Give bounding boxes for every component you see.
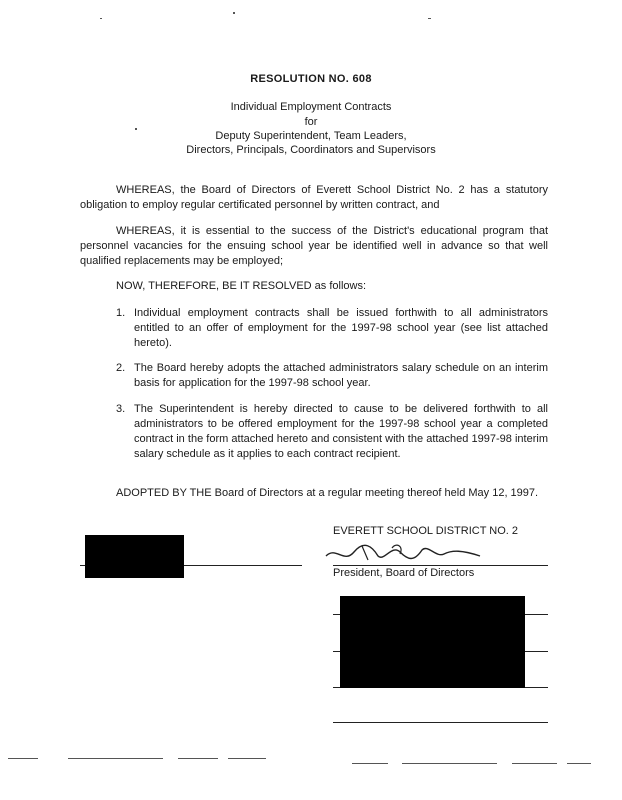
- scan-artifact-line: [68, 758, 163, 759]
- resolved-paragraph: NOW, THEREFORE, BE IT RESOLVED as follows:: [116, 280, 367, 292]
- resolution-item-3: [116, 402, 548, 462]
- whereas-paragraph-1: WHEREAS, the Board of Directors of Everett School District No. 2 has a statutory obligation to employ regular certificated personnel by written contract, and: [80, 184, 548, 211]
- whereas-paragraph-2: WHEREAS, it is essential to the success of the District's educational program that personnel vacancies for the ensuing school year be identified well in advance so that well qualified replacements may be employed;: [80, 225, 548, 267]
- president-signature-line: [333, 565, 548, 566]
- scan-speck: [100, 18, 102, 19]
- subtitle-line-1: Individual Employment Contracts: [230, 101, 392, 113]
- subtitle-line-3: Deputy Superintendent, Team Leaders,: [215, 130, 407, 142]
- resolution-title: RESOLUTION NO. 608: [250, 73, 372, 85]
- resolution-item-1: [116, 306, 548, 351]
- scan-artifact-line: [8, 758, 38, 759]
- item-text: Individual employment contracts shall be issued forthwith to all administrators entitled to an offer of employment for the 1997-98 school year (see list attached hereto).: [134, 307, 548, 349]
- president-label: President, Board of Directors: [333, 567, 475, 579]
- adopted-paragraph: ADOPTED BY THE Board of Directors at a regular meeting thereof held May 12, 1997.: [116, 487, 539, 499]
- item-number: 1.: [116, 307, 126, 319]
- scan-artifact-line: [567, 763, 591, 764]
- scan-artifact-line: [178, 758, 218, 759]
- resolution-item-2: [116, 361, 548, 391]
- witness-line-4: [333, 722, 548, 723]
- redacted-block-left: [85, 535, 184, 578]
- scan-artifact-line: [512, 763, 557, 764]
- item-number: 3.: [116, 403, 126, 415]
- scan-artifact-line: [352, 763, 388, 764]
- subtitle-line-4: Directors, Principals, Coordinators and Supervisors: [186, 144, 436, 156]
- district-name: EVERETT SCHOOL DISTRICT NO. 2: [333, 525, 518, 537]
- item-number: 2.: [116, 362, 126, 374]
- scan-artifact-line: [228, 758, 266, 759]
- signature-icon: [322, 540, 492, 566]
- item-text: The Board hereby adopts the attached administrators salary schedule on an interim basis for application for the 1997-98 school year.: [134, 362, 548, 389]
- scan-speck: [428, 18, 431, 19]
- subtitle-line-2: for: [304, 116, 318, 128]
- redacted-block-right: [340, 596, 525, 688]
- item-text: The Superintendent is hereby directed to cause to be delivered forthwith to all administrators to be offered employment for the 1997-98 school year a completed contract in the form attached hereto and consistent with the attached 1997-98 interim salary schedule as it applies to each contract recipient.: [134, 403, 548, 460]
- scan-artifact-line: [402, 763, 497, 764]
- scan-speck: [233, 12, 235, 14]
